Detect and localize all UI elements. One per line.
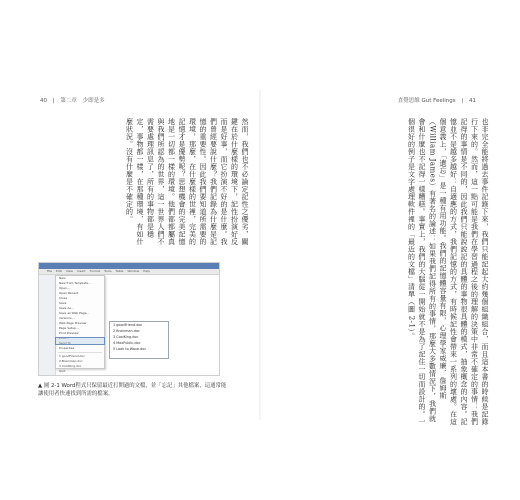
- figure-menu-item: Save as Web Page…: [59, 311, 90, 315]
- running-header-right: [398, 96, 480, 104]
- figure-menu-item: Page Setup…: [59, 326, 79, 330]
- figure-menu-separator: [58, 352, 102, 353]
- figure-sidebar: [39, 275, 56, 375]
- figure-document-area: [39, 275, 219, 375]
- figure-menu-item: Save As…: [59, 306, 74, 310]
- figure-menu-item: Web Page Preview: [59, 321, 87, 325]
- chapter-label: 第二章: [60, 98, 77, 104]
- figure-menu-item: 2 Brainman.doc: [59, 359, 83, 363]
- figure-menubar-item: Window: [127, 269, 140, 273]
- word-screenshot-figure: [38, 262, 220, 376]
- figure-menu-item: Save: [59, 301, 67, 305]
- figure-menu-item: Open…: [59, 286, 71, 290]
- figure-menubar-item: Table: [115, 269, 124, 273]
- right-page: [260, 0, 520, 500]
- page-number-left: 40: [40, 98, 47, 104]
- figure-recent-file: 5 Look to Wave.doc: [113, 347, 147, 351]
- figure-file-menu: [55, 275, 105, 373]
- figure-recent-file: 2 Brainman.doc: [113, 329, 140, 333]
- figure-menu-item: Close: [59, 296, 68, 300]
- figure-menu-item: New from Template…: [59, 281, 92, 285]
- figure-menu-item: 1 goodFriend.doc: [59, 354, 85, 358]
- figure-caption: ▲ 圖 2-1 Word程式只保留最近打開過的文檔，並「忘記」其他檔案，這通常能讓使用者快速找到所需的檔案。: [38, 383, 227, 397]
- figure-menu-item: Properties: [59, 346, 75, 350]
- figure-menubar-item: View: [65, 269, 73, 273]
- body-text-left: [110, 118, 250, 248]
- header-separator: |: [461, 98, 464, 104]
- figure-menu-item: Print…: [59, 336, 69, 340]
- running-header-left: [40, 96, 109, 104]
- figure-menu-item: Open Recent: [59, 291, 79, 295]
- figure-recent-files-list: [109, 321, 169, 359]
- figure-recent-file: 3 CoolKing.doc: [113, 335, 139, 339]
- figure-menubar-item: Edit: [56, 269, 62, 273]
- figure-menu-item: Print Preview: [59, 331, 79, 335]
- figure-menu-item: Send To: [59, 341, 71, 345]
- figure-menu-highlight: [55, 337, 105, 345]
- figure-menu-item: Quit: [59, 369, 66, 373]
- header-separator: |: [52, 98, 55, 104]
- figure-menu-item: New: [59, 276, 66, 280]
- body-text-right: [280, 118, 490, 428]
- figure-menubar-item: Format: [89, 269, 101, 273]
- chapter-title: 少即是多: [82, 98, 105, 104]
- figure-menubar-item: Help: [143, 269, 150, 273]
- figure-recent-file: 1 goodFriend.doc: [113, 323, 143, 327]
- body-paragraph: 也非完全能將過去事件記錄下來，我們只能記起大約幾個組織組合，而且這本書的時候是記錄行下來的。然而，這一點可能是我們在學習過程之後的理解的決策中非常不確定的事情：我們記得的事情是不同的，因此我們只能說說記的具體的事物很具體的模式，抽象概念的內容。記憶並不是越多越好：自適應的方式，我們記憶的方式，有時候記性會帶來一系列的壞處。在這個意義上，「遺忘」是一種有用功能。我們的記憶體容量有限，心理學家威廉．詹姆斯（William James）有著名的論述：如果我們記得所有的事情，那麼大多數情況下，我們就會和什麼也不記得一樣糟糕。事實上，我們的大腦從一開始就不是為了記住一切而設計的。一個很好的例子是文字處理軟件裡的「最近的文檔」清單（圖 2-1）。: [407, 118, 489, 426]
- figure-menubar-item: File: [47, 269, 53, 273]
- body-paragraph: 然而，我們也不必論定記性之優劣，關鍵在於什麼樣的環境下，記性扮演好反而是好事，而它扮演不好的是什麼。我們曾經要說什麼？我們記錄為什麼是記憶的重要性。因此我們要知道所需要的環境，那麼，在什麼樣的世裡，完美的記憶才是優勢呢？思想機會的完美記憶地是一切都一樣的環境。他們都都屬真與我們所認為的世界，這一世界人們不需要處理訊息了，所有的事物都是穩定，事物都一樣，在那種環境，有如什麼狀況。沒有什麼是不確定的。: [125, 118, 249, 246]
- book-title: 直覺思維 Gut Feelings: [397, 98, 456, 104]
- figure-menubar-item: Insert: [76, 269, 86, 273]
- figure-recent-file: 4 MaxPublic.doc: [113, 341, 141, 345]
- figure-menu-item: 3 CoolKing.doc: [59, 364, 82, 368]
- page-number-right: 41: [469, 98, 476, 104]
- figure-menubar-item: Tools: [104, 269, 112, 273]
- figure-menu-item: Versions…: [59, 316, 75, 320]
